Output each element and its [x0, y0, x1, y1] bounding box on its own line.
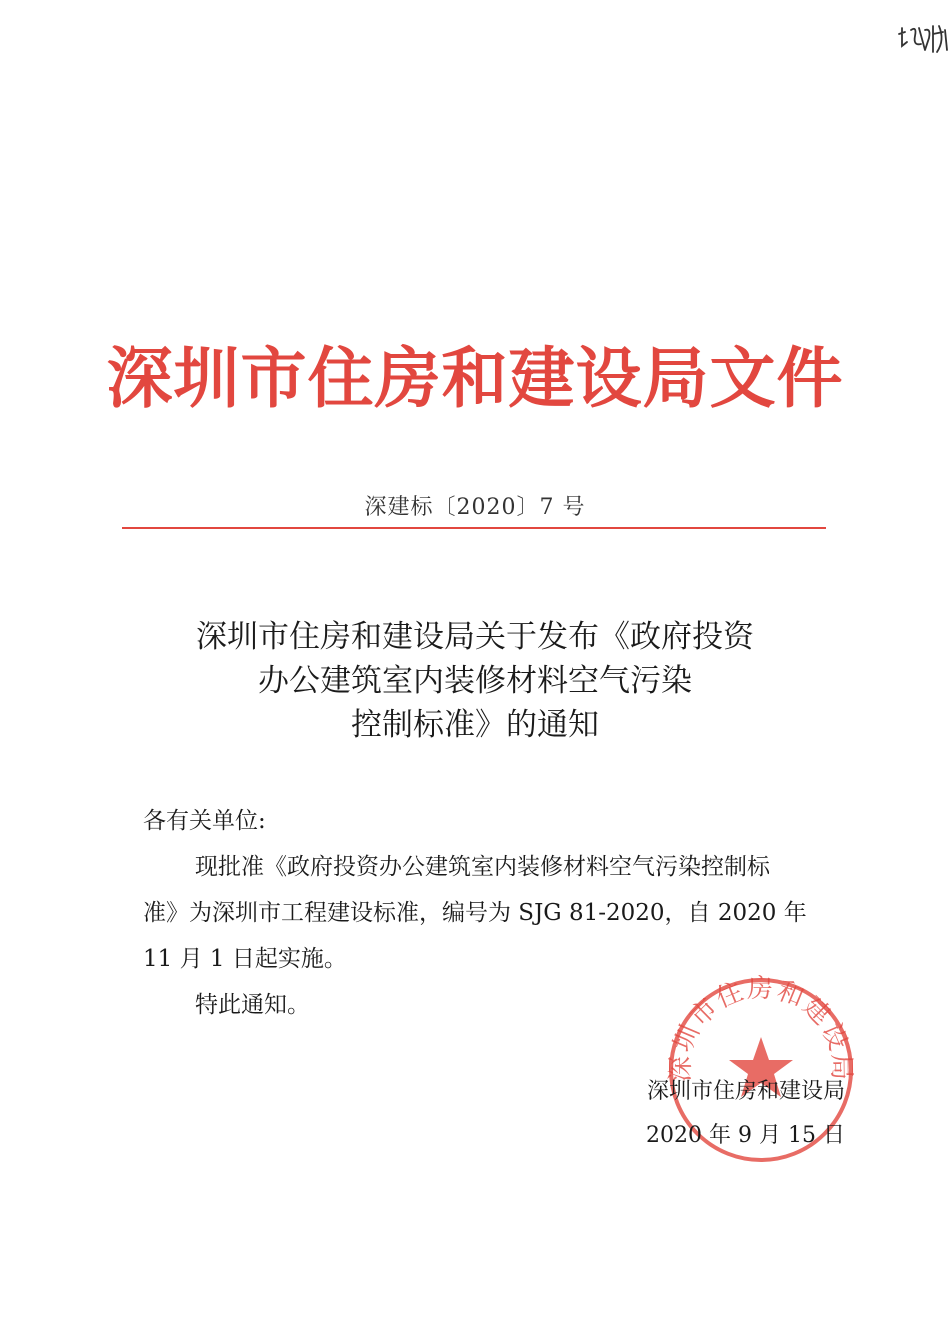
letterhead-title: 深圳市住房和建设局文件 [106, 340, 844, 417]
handwritten-annotation [895, 20, 950, 60]
issue-date: 2020 年 9 月 15 日 [646, 1123, 845, 1148]
paragraph-line: 现批准《政府投资办公建筑室内装修材料空气污染控制标 [195, 854, 770, 880]
signature-block [600, 1070, 845, 1158]
paragraph-line: 准》为深圳市工程建设标准，编号为 SJG 81-2020，自 2020 年 [143, 900, 807, 926]
notice-title-line: 办公建筑室内装修材料空气污染 [258, 663, 692, 699]
seal-text: 深圳市住房和建设局 [666, 975, 856, 1083]
letterhead-divider [122, 527, 826, 529]
salutation: 各有关单位: [143, 808, 266, 834]
closing-line: 特此通知。 [195, 992, 310, 1018]
notice-title-line: 深圳市住房和建设局关于发布《政府投资 [196, 619, 754, 655]
issuer-name: 深圳市住房和建设局 [646, 1079, 845, 1104]
document-number: 深建标〔2020〕7 号 [364, 495, 586, 520]
notice-title-line: 控制标准》的通知 [351, 707, 599, 743]
paragraph-line: 11 月 1 日起实施。 [143, 946, 347, 972]
notice-title [0, 615, 950, 747]
